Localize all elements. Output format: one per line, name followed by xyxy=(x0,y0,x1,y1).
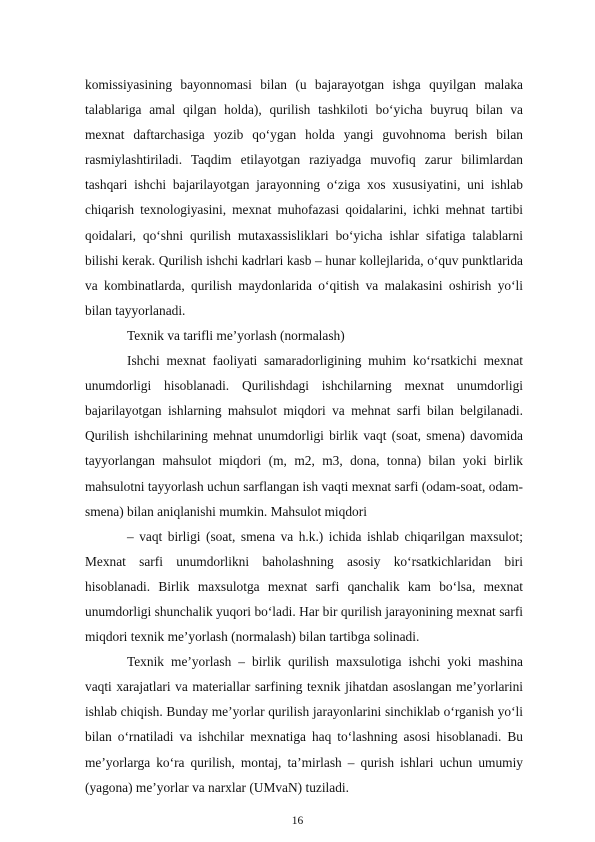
paragraph-1: komissiyasining bayonnomasi bilan (u bajarayotgan ishga quyilgan malaka talablariga amal qilgan holda), qurilish tashkiloti bo‘yicha buyruq bilan va mexnat daftarchasiga yozib qo‘ygan holda yangi guvohnoma berish bilan rasmiylashtiriladi. Taqdim etilayotgan raziyadga muvofiq zarur bilimlardan tashqari ishchi bajarilayotgan jarayonning o‘ziga xos xususiyatini, uni ishlab chiqarish texnologiyasini, mexnat muhofazasi qoidalarini, ichki mehnat tartibi qoidalari, qo‘shni qurilish mutaxassisliklari bo‘yicha ishlar sifatiga talablarni bilishi kerak. Qurilish ishchi kadrlari kasb – hunar kollejlarida, o‘quv punktlarida va kombinatlarda, qurilish maydonlarida o‘qitish va malakasini oshirish yo‘li bilan tayyorlanadi. xyxy=(85,77,523,318)
page-number: 16 xyxy=(291,815,304,827)
section-heading: Texnik va tarifli me’yorlash (normalash) xyxy=(127,327,345,343)
paragraph-4: Texnik me’yorlash – birlik qurilish maxsulotiga ishchi yoki mashina vaqti xarajatlari va materiallar sarfining texnik jihatdan asoslangan me’yorlarini ishlab chiqish. Bunday me’yorlar qurilish jarayonlarini sinchiklab o‘rganish yo‘li bilan o‘rnatiladi va ishchilar mexnatiga haq to‘lashning asosi hisoblanadi. Bu me’yorlarga ko‘ra qurilish, montaj, ta’mirlash – qurish ishlari uchun umumiy (yagona) me’yorlar va narxlar (UMvaN) tuziladi. xyxy=(85,654,523,795)
document-body xyxy=(85,72,523,800)
paragraph-2: Ishchi mexnat faoliyati samaradorligining muhim ko‘rsatkichi mexnat unumdorligi hisoblanadi. Qurilishdagi ishchilarning mexnat unumdorligi bajarilayotgan ishlarning mahsulot miqdori va mehnat sarfi bilan belgilanadi. Qurilish ishchilarining mehnat unumdorligi birlik vaqt (soat, smena) davomida tayyorlangan mahsulot miqdori (m, m2, m3, dona, tonna) bilan yoki birlik mahsulotni tayyorlash uchun sarflangan ish vaqti mexnat sarfi (odam-soat, odam-smena) bilan aniqlanishi mumkin. Mahsulot miqdori xyxy=(85,353,523,519)
paragraph-3: – vaqt birligi (soat, smena va h.k.) ichida ishlab chiqarilgan maxsulot; Mexnat sarfi unumdorlikni baholashning asosiy ko‘rsatkichlaridan biri hisoblanadi. Birlik maxsulotga mexnat sarfi qanchalik kam bo‘lsa, mexnat unumdorligi shunchalik yuqori bo‘ladi. Har bir qurilish jarayonining mexnat sarfi miqdori texnik me’yorlash (normalash) bilan tartibga solinadi. xyxy=(85,528,523,645)
